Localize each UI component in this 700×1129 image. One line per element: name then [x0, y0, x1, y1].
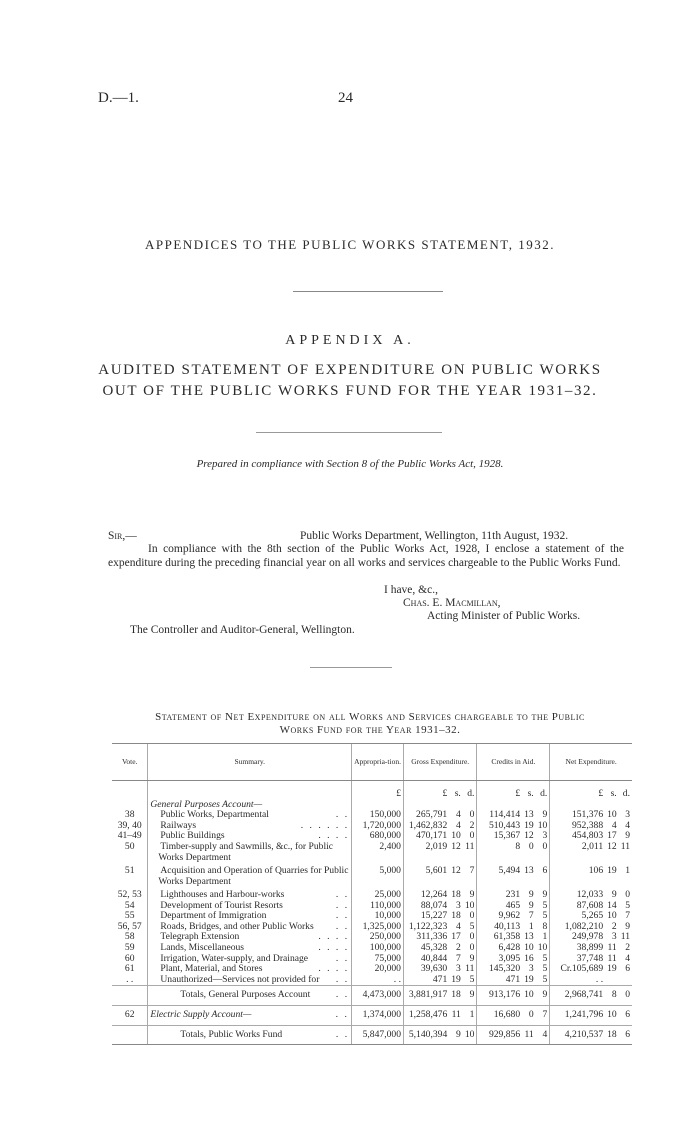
- letter-body: In compliance with the 8th section of the Public Works Act, 1928, I enclose a statement of the expenditure during the preceding financial year on all works and services chargeable to the Public Works Fund.: [108, 543, 624, 569]
- amount-pence: 7: [469, 864, 475, 876]
- amount-pence: 9: [469, 952, 475, 964]
- amount-shillings: [605, 975, 619, 986]
- amount-pence: 1: [542, 931, 548, 943]
- amount-pence: 5: [542, 910, 548, 922]
- amount-pounds: 88,074: [403, 901, 449, 912]
- amount-shillings: 9: [611, 888, 617, 900]
- amount-shillings: 13: [524, 809, 534, 821]
- amount-shillings: 11: [522, 1025, 536, 1045]
- summary-text: Department of Immigration: [160, 910, 267, 922]
- amount-pounds: 114,414: [477, 810, 522, 821]
- amount-pence: 0: [542, 840, 548, 852]
- unit-shillings: s.: [454, 788, 461, 799]
- amount-pounds: 38,899: [550, 943, 605, 954]
- amount-pence: 0: [469, 910, 475, 922]
- row-vote: 58: [124, 931, 135, 943]
- summary-text: Roads, Bridges, and other Public Works: [160, 920, 314, 932]
- amount-pence: 9: [542, 809, 548, 821]
- row-vote: [112, 1025, 148, 1045]
- main-title: APPENDICES TO THE PUBLIC WORKS STATEMENT, 1932.: [145, 237, 555, 252]
- summary-text: Unauthorized—Services not provided for: [160, 973, 320, 985]
- amount-pounds: 8: [477, 842, 522, 866]
- summary-text: Electric Supply Account—: [150, 1008, 252, 1020]
- appendix-heading: APPENDIX A.: [285, 333, 415, 348]
- amount-shillings: 19: [524, 973, 534, 985]
- amount-shillings: 17: [451, 931, 461, 943]
- amount-pence: 10: [464, 899, 475, 911]
- amount-pence: 9: [536, 986, 550, 1006]
- unit-pence: d.: [540, 788, 548, 799]
- amount-pence: 5: [469, 920, 475, 932]
- row-vote: 51: [124, 864, 135, 876]
- amount-pence: 2: [469, 819, 475, 831]
- amount-shillings: 4: [611, 819, 617, 831]
- amount-pounds: 249,978: [550, 932, 605, 943]
- row-vote: 41–49: [117, 830, 142, 842]
- table-header-row: [112, 744, 632, 781]
- amount-pence: 9: [625, 920, 630, 932]
- amount-pounds: 37,748: [550, 954, 605, 965]
- row-summary: [148, 975, 352, 986]
- amount-pounds: 6,428: [477, 943, 522, 954]
- amount-pounds: 106: [550, 866, 605, 890]
- amount-pence: 11: [620, 931, 630, 943]
- amount-shillings: 11: [607, 952, 617, 964]
- amount-shillings: 9: [528, 899, 534, 911]
- row-summary: [148, 1005, 352, 1025]
- unit-pound: £: [550, 781, 605, 800]
- row-appropriation: 5,000: [352, 866, 404, 890]
- table-row: [112, 866, 632, 890]
- amount-shillings: 8: [605, 986, 619, 1006]
- document-reference: D.—1.: [98, 90, 139, 106]
- amount-shillings: 11: [449, 1005, 463, 1025]
- total-general-row: [112, 986, 632, 1006]
- leader-dots: . .: [335, 888, 350, 900]
- summary-text: Lighthouses and Harbour-works: [160, 888, 285, 900]
- amount-pence: 11: [465, 840, 475, 852]
- leader-dots: . .: [335, 973, 350, 985]
- amount-pence: 10: [463, 1025, 477, 1045]
- row-vote: 50: [124, 840, 135, 852]
- row-appropriation: 680,000: [352, 831, 404, 842]
- amount-pence: 0: [625, 888, 630, 900]
- row-appropriation: 2,400: [352, 842, 404, 866]
- row-appropriation: 25,000: [352, 890, 404, 901]
- leader-dots: . . . . . .: [300, 819, 350, 831]
- unit-pound: £: [352, 781, 404, 800]
- amount-shillings: 4: [456, 809, 461, 821]
- amount-pounds: 2,968,741: [550, 986, 605, 1006]
- amount-pence: 0: [469, 941, 475, 953]
- letter-salutation: Sir,—: [108, 530, 137, 542]
- amount-pence: 10: [537, 941, 548, 953]
- amount-pence: 6: [542, 864, 548, 876]
- table-row: [112, 890, 632, 901]
- amount-pence: 9: [542, 888, 548, 900]
- amount-pounds: 45,328: [403, 943, 449, 954]
- amount-pounds: Cr.105,689: [550, 964, 605, 975]
- summary-text: Development of Tourist Resorts: [160, 899, 283, 911]
- amount-shillings: 13: [524, 931, 534, 943]
- row-appropriation: 20,000: [352, 964, 404, 975]
- row-vote: 62: [112, 1005, 148, 1025]
- amount-pence: 7: [536, 1005, 550, 1025]
- table-row: [112, 842, 632, 866]
- row-appropriation: 10,000: [352, 911, 404, 922]
- amount-shillings: 12: [607, 840, 617, 852]
- amount-pence: 10: [537, 819, 548, 831]
- divider: [293, 291, 443, 292]
- appendix-title-line2: OUT OF THE PUBLIC WORKS FUND FOR THE YEAR 1931–32.: [102, 383, 598, 399]
- amount-pence: 5: [542, 952, 548, 964]
- amount-pounds: 16,680: [477, 1005, 522, 1025]
- amount-pounds: 61,358: [477, 932, 522, 943]
- amount-pounds: 311,336: [403, 932, 449, 943]
- amount-pounds: 5,601: [403, 866, 449, 890]
- amount-shillings: 0: [522, 1005, 536, 1025]
- amount-pence: 5: [542, 899, 548, 911]
- amount-shillings: 12: [524, 830, 534, 842]
- letter-addressee: The Controller and Auditor-General, Wellington.: [130, 624, 355, 636]
- table-row: [112, 975, 632, 986]
- amount-shillings: 11: [607, 941, 617, 953]
- amount-shillings: 3: [456, 899, 461, 911]
- amount-shillings: 10: [524, 941, 534, 953]
- row-summary: [148, 842, 352, 866]
- amount-pounds: 1,258,476: [403, 1005, 449, 1025]
- amount-pence: 11: [465, 963, 475, 975]
- amount-pounds: 12,264: [403, 890, 449, 901]
- amount-pence: 4: [625, 819, 630, 831]
- leader-dots: . .: [335, 952, 350, 964]
- summary-text: Railways: [160, 819, 197, 831]
- amount-pounds: 952,388: [550, 821, 605, 832]
- leader-dots: . .: [335, 1028, 350, 1040]
- amount-shillings: 2: [611, 920, 617, 932]
- leader-dots: . . . .: [318, 963, 350, 975]
- amount-pounds: 12,033: [550, 890, 605, 901]
- unit-shillings: s.: [527, 788, 534, 799]
- row-summary: [148, 943, 352, 954]
- letter-signature-title: Acting Minister of Public Works.: [427, 610, 581, 622]
- amount-pence: 2: [625, 941, 630, 953]
- row-vote: 52, 53: [117, 888, 142, 900]
- amount-shillings: 10: [522, 986, 536, 1006]
- divider: [256, 432, 442, 433]
- amount-pence: 9: [463, 986, 477, 1006]
- row-summary: [148, 986, 352, 1006]
- summary-text: Public Works, Departmental: [160, 809, 269, 821]
- row-appropriation: 250,000: [352, 932, 404, 943]
- row-vote: 60: [124, 952, 135, 964]
- statement-title-line1: Statement of Net Expenditure on all Works and Services chargeable to the Public: [155, 711, 585, 723]
- row-vote: 59: [124, 941, 135, 953]
- unit-shillings: s.: [610, 788, 617, 799]
- amount-pence: 8: [542, 920, 548, 932]
- total-fund-row: [112, 1025, 632, 1045]
- amount-shillings: 7: [528, 910, 534, 922]
- summary-text: Telegraph Extension: [160, 931, 240, 943]
- amount-pence: 0: [619, 986, 632, 1006]
- col-net: Net Expenditure.: [550, 744, 632, 781]
- amount-pounds: 231: [477, 890, 522, 901]
- amount-pence: 5: [542, 973, 548, 985]
- letter-place-date: Public Works Department, Wellington, 11th August, 1932.: [300, 530, 569, 542]
- amount-shillings: 16: [524, 952, 534, 964]
- col-credits: Credits in Aid.: [477, 744, 550, 781]
- amount-pence: 9: [469, 888, 475, 900]
- row-appropriation: 1,325,000: [352, 922, 404, 933]
- table-row: [112, 943, 632, 954]
- amount-pounds: 2,011: [550, 842, 605, 866]
- summary-text: Lands, Miscellaneous: [160, 941, 245, 953]
- amount-pounds: 929,856: [477, 1025, 522, 1045]
- amount-shillings: 3: [456, 963, 461, 975]
- amount-shillings: 18: [451, 910, 461, 922]
- letter-signature: Chas. E. Macmillan,: [403, 597, 501, 609]
- summary-text: Totals, General Purposes Account: [180, 989, 311, 1001]
- amount-pence: 0: [469, 809, 475, 821]
- amount-pence: 3: [625, 809, 630, 821]
- summary-text: Plant, Material, and Stores: [160, 963, 263, 975]
- page-number: 24: [338, 90, 353, 106]
- amount-pence: 1: [625, 864, 630, 876]
- amount-pounds: 40,844: [403, 954, 449, 965]
- col-appropriation: Appropria-tion.: [352, 744, 404, 781]
- amount-pence: 0: [469, 931, 475, 943]
- leader-dots: . .: [335, 1008, 350, 1020]
- prepared-note: Prepared in compliance with Section 8 of the Public Works Act, 1928.: [196, 458, 504, 470]
- units-row: [112, 781, 632, 800]
- amount-pounds: 510,443: [477, 821, 522, 832]
- amount-pounds: 470,171: [403, 831, 449, 842]
- amount-shillings: 9: [528, 888, 534, 900]
- amount-pounds: 265,791: [403, 810, 449, 821]
- summary-text: Totals, Public Works Fund: [180, 1028, 283, 1040]
- row-vote: [112, 986, 148, 1006]
- row-appropriation: 1,720,000: [352, 821, 404, 832]
- amount-shillings: 2: [456, 941, 461, 953]
- amount-shillings: 10: [451, 830, 461, 842]
- summary-text: Irrigation, Water-supply, and Drainage: [160, 952, 309, 964]
- row-appropriation: 5,847,000: [352, 1025, 404, 1045]
- leader-dots: . .: [335, 910, 350, 922]
- amount-shillings: 4: [456, 920, 461, 932]
- amount-pence: 5: [542, 963, 548, 975]
- amount-pounds: 1,122,323: [403, 922, 449, 933]
- amount-shillings: 14: [607, 899, 617, 911]
- row-appropriation: 150,000: [352, 810, 404, 821]
- amount-shillings: 10: [607, 809, 617, 821]
- amount-pence: 11: [620, 840, 630, 852]
- amount-pounds: 471: [477, 975, 522, 986]
- summary-text: Public Buildings: [160, 830, 225, 842]
- amount-pounds: 151,376: [550, 810, 605, 821]
- amount-pounds: 87,608: [550, 901, 605, 912]
- row-appropriation: 4,473,000: [352, 986, 404, 1006]
- row-appropriation: 1,374,000: [352, 1005, 404, 1025]
- amount-pence: 6: [625, 963, 630, 975]
- amount-pounds: 465: [477, 901, 522, 912]
- expenditure-table: [112, 743, 632, 1045]
- unit-pence: d.: [622, 788, 630, 799]
- amount-pence: 1: [463, 1005, 477, 1025]
- amount-shillings: 12: [451, 840, 461, 852]
- unit-pound: £: [477, 781, 522, 800]
- row-vote: 54: [124, 899, 135, 911]
- amount-pence: 5: [625, 899, 630, 911]
- amount-pounds: 454,803: [550, 831, 605, 842]
- amount-pounds: 3,095: [477, 954, 522, 965]
- amount-shillings: 18: [605, 1025, 619, 1045]
- col-summary: Summary.: [148, 744, 352, 781]
- amount-shillings: 13: [524, 864, 534, 876]
- row-appropriation: 100,000: [352, 943, 404, 954]
- amount-pounds: 39,630: [403, 964, 449, 975]
- row-appropriation: 75,000: [352, 954, 404, 965]
- amount-pounds: 9,962: [477, 911, 522, 922]
- amount-pounds: 5,494: [477, 866, 522, 890]
- amount-pounds: 4,210,537: [550, 1025, 605, 1045]
- statement-title-line2: Works Fund for the Year 1931–32.: [279, 724, 461, 736]
- amount-shillings: 1: [528, 920, 534, 932]
- amount-pounds: 5,140,394: [403, 1025, 449, 1045]
- amount-pounds: 5,265: [550, 911, 605, 922]
- leader-dots: . . . .: [318, 830, 350, 842]
- amount-shillings: 3: [528, 963, 534, 975]
- amount-pence: 9: [625, 830, 630, 842]
- amount-pounds: 913,176: [477, 986, 522, 1006]
- leader-dots: . .: [335, 809, 350, 821]
- divider: [310, 667, 392, 668]
- amount-shillings: 19: [607, 963, 617, 975]
- leader-dots: . .: [335, 920, 350, 932]
- summary-text: Timber-supply and Sawmills, &c., for Public Works Department: [158, 840, 334, 863]
- amount-pounds: . .: [550, 975, 605, 986]
- row-vote: 38: [124, 809, 135, 821]
- amount-pounds: 145,320: [477, 964, 522, 975]
- electric-row: [112, 1005, 632, 1025]
- amount-shillings: 10: [605, 1005, 619, 1025]
- amount-pence: 4: [625, 952, 630, 964]
- leader-dots: . .: [335, 989, 350, 1001]
- amount-pence: [619, 975, 632, 986]
- amount-pounds: 1,241,796: [550, 1005, 605, 1025]
- amount-pence: 6: [619, 1005, 632, 1025]
- statement-title: [110, 711, 630, 737]
- amount-pounds: 1,082,210: [550, 922, 605, 933]
- amount-pence: 7: [625, 910, 630, 922]
- col-gross: Gross Expenditure.: [403, 744, 476, 781]
- amount-shillings: 17: [607, 830, 617, 842]
- amount-pence: 3: [542, 830, 548, 842]
- amount-pence: 0: [469, 830, 475, 842]
- amount-pounds: 471: [403, 975, 449, 986]
- section-general-label: General Purposes Account—: [148, 800, 352, 811]
- row-summary: [148, 890, 352, 901]
- summary-text: Acquisition and Operation of Quarries for Public Works Department: [158, 864, 349, 887]
- leader-dots: . . . .: [318, 941, 350, 953]
- row-vote: 61: [124, 963, 135, 975]
- row-appropriation: . .: [352, 975, 404, 986]
- row-vote: 56, 57: [117, 920, 142, 932]
- amount-shillings: 19: [607, 864, 617, 876]
- row-summary: [148, 866, 352, 890]
- amount-shillings: 3: [611, 931, 617, 943]
- amount-pounds: 40,113: [477, 922, 522, 933]
- appendix-title: [0, 360, 700, 402]
- amount-shillings: 0: [528, 840, 534, 852]
- row-vote: 55: [124, 910, 135, 922]
- col-vote: Vote.: [112, 744, 148, 781]
- leader-dots: . .: [335, 899, 350, 911]
- amount-shillings: 18: [449, 986, 463, 1006]
- unit-pence: d.: [467, 788, 475, 799]
- amount-pounds: 15,227: [403, 911, 449, 922]
- appendix-title-line1: AUDITED STATEMENT OF EXPENDITURE ON PUBLIC WORKS: [98, 362, 602, 378]
- row-vote: . .: [126, 973, 134, 985]
- amount-pounds: 15,367: [477, 831, 522, 842]
- amount-pounds: 1,462,832: [403, 821, 449, 832]
- amount-shillings: 19: [451, 973, 461, 985]
- amount-shillings: 9: [449, 1025, 463, 1045]
- amount-pence: 5: [469, 973, 475, 985]
- amount-shillings: 4: [456, 819, 461, 831]
- amount-shillings: 7: [456, 952, 461, 964]
- leader-dots: . . . .: [318, 931, 350, 943]
- amount-shillings: 12: [451, 864, 461, 876]
- letter-closing: I have, &c.,: [384, 584, 438, 596]
- amount-shillings: 10: [607, 910, 617, 922]
- amount-pounds: 2,019: [403, 842, 449, 866]
- unit-pound: £: [403, 781, 449, 800]
- amount-pounds: 3,881,917: [403, 986, 449, 1006]
- amount-pence: 6: [619, 1025, 632, 1045]
- amount-pence: 4: [536, 1025, 550, 1045]
- amount-shillings: 19: [524, 819, 534, 831]
- row-summary: [148, 1025, 352, 1045]
- row-appropriation: 110,000: [352, 901, 404, 912]
- row-vote: 39, 40: [117, 819, 142, 831]
- amount-shillings: 18: [451, 888, 461, 900]
